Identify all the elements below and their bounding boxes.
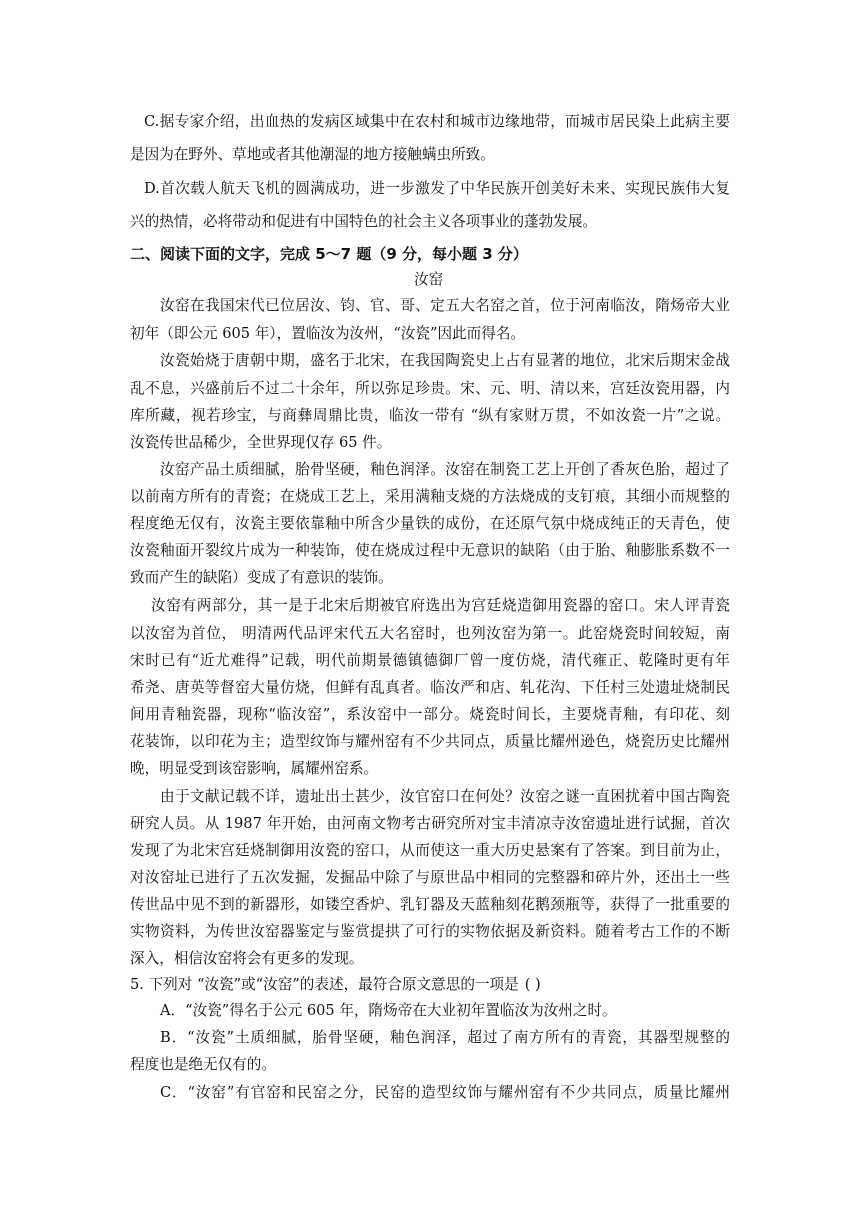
option-b-line-2: 程度也是绝无仅有的。: [130, 1056, 276, 1073]
paragraph-5-line-3: 发现了为北宋宫廷烧制御用汝瓷的窑口，从而使这一重大历史悬案有了答案。到目前为止，: [130, 842, 730, 859]
option-d-line-2: 兴的热情，必将带动和促进有中国特色的社会主义各项事业的蓬勃发展。: [130, 213, 598, 230]
paragraph-3-line-4: 汝瓷釉面开裂纹片成为一种装饰，使在烧成过程中无意识的缺陷（由于胎、釉膨胀系数不一: [130, 542, 730, 559]
paragraph-5-line-5: 传世品中见不到的新器形，如镂空香炉、乳钉器及天蓝釉刻花鹅颈瓶等，获得了一批重要的: [130, 896, 730, 913]
paragraph-4-line-5: 间用青釉瓷器，现称“临汝窑”，系汝窑中一部分。烧瓷时间长，主要烧青釉，有印花、刻: [130, 706, 730, 723]
section-heading: 二、阅读下面的文字，完成 5～7 题（9 分，每小题 3 分）: [130, 245, 528, 263]
paragraph-2-line-2: 乱不息，兴盛前后不过二十余年，所以弥足珍贵。宋、元、明、清以来，宫廷汝瓷用器，内: [130, 380, 730, 397]
option-d-line-1: D.首次载人航天飞机的圆满成功，进一步激发了中华民族开创美好未来、实现民族伟大复: [144, 180, 730, 197]
option-c5-line-1: C．“汝窑”有官窑和民窑之分，民窑的造型纹饰与耀州窑有不少共同点，质量比耀州: [160, 1084, 730, 1101]
answer-bracket: ( ): [524, 976, 541, 993]
option-c-line-2: 是因为在野外、草地或者其他潮湿的地方接触螨虫所致。: [130, 146, 495, 163]
paragraph-2-line-3: 库所藏，视若珍宝，与商彝周鼎比贵，临汝一带有 “纵有家财万贯，不如汝瓷一片”之说。: [130, 407, 730, 424]
paragraph-2-line-4: 汝瓷传世品稀少，全世界现仅存 65 件。: [130, 434, 392, 451]
paragraph-4-line-2: 以汝窑为首位， 明清两代品评宋代五大名窑时，也列汝窑为第一。此窑烧瓷时间较短，南: [130, 625, 730, 642]
question-5-stem: [130, 975, 730, 995]
paragraph-2-line-1: 汝瓷始烧于唐朝中期，盛名于北宋，在我国陶瓷史上占有显著的地位，北宋后期宋金战: [160, 352, 730, 369]
paragraph-4-line-4: 希尧、唐英等督窑大量仿烧，但鲜有乱真者。临汝严和店、轧花沟、下任村三处遗址烧制民: [130, 679, 730, 696]
question-5-stem-text: 5. 下列对 “汝瓷”或“汝窑”的表述，最符合原文意思的一项是: [130, 976, 519, 993]
option-a-line-1: A．“汝瓷”得名于公元 605 年，隋炀帝在大业初年置临汝为汝州之时。: [160, 1002, 617, 1019]
paragraph-3-line-2: 以前南方所有的青瓷；在烧成工艺上，采用满釉支烧的方法烧成的支钉痕，其细小而规整的: [130, 488, 730, 505]
paragraph-1-line-2: 初年（即公元 605 年），置临汝为汝州，“汝瓷”因此而得名。: [130, 325, 526, 342]
article-title: 汝窑: [414, 271, 444, 288]
option-c-line-1: C.据专家介绍，出血热的发病区域集中在农村和城市边缘地带，而城市居民染上此病主要: [144, 113, 730, 130]
paragraph-5-line-4: 对汝窑址已进行了五次发掘，发掘品中除了与原世品中相同的完整器和碎片外，还出土一些: [130, 869, 730, 886]
paragraph-4-line-3: 宋时已有“近尤难得”记载，明代前期景德镇德御厂曾一度仿烧，清代雍正、乾隆时更有年: [130, 652, 730, 669]
paragraph-3-line-1: 汝窑产品土质细腻，胎骨坚硬，釉色润泽。汝窑在制瓷工艺上开创了香灰色胎，超过了: [160, 461, 730, 478]
paragraph-1-line-1: 汝窑在我国宋代已位居汝、钧、官、哥、定五大名窑之首，位于河南临汝，隋炀帝大业: [160, 297, 730, 314]
paragraph-5-line-6: 实物资料，为传世汝窑器鉴定与鉴赏提拱了可行的实物依据及新资料。随着考古工作的不断: [130, 923, 730, 940]
paragraph-4-line-1: 汝窑有两部分，其一是于北宋后期被官府选出为宫廷烧造御用瓷器的窑口。宋人评青瓷: [151, 597, 730, 614]
paragraph-4-line-6: 花装饰，以印花为主；造型纹饰与耀州窑有不少共同点，质量比耀州逊色，烧瓷历史比耀州: [130, 733, 730, 750]
paragraph-5-line-2: 研究人员。从 1987 年开始，由河南文物考古研究所对宝丰清凉寺汝窑遗址进行试掘，首次: [130, 815, 730, 832]
paragraph-3-line-5: 致而产生的缺陷）变成了有意识的装饰。: [130, 569, 393, 586]
paragraph-5-line-1: 由于文献记载不详，遗址出土甚少，汝官窑口在何处？汝窑之谜一直困扰着中国古陶瓷: [160, 788, 730, 805]
paragraph-5-line-7: 深入，相信汝窑将会有更多的发现。: [130, 950, 364, 967]
option-b-line-1: B．“汝瓷”土质细腻，胎骨坚硬，釉色润泽，超过了南方所有的青瓷，其器型规整的: [160, 1029, 730, 1046]
paragraph-3-line-3: 程度绝无仅有，汝瓷主要依靠釉中所含少量铁的成份，在还原气氛中烧成纯正的天青色，使: [130, 515, 730, 532]
paragraph-4-line-7: 晚，明显受到该窑影响，属耀州窑系。: [130, 760, 379, 777]
